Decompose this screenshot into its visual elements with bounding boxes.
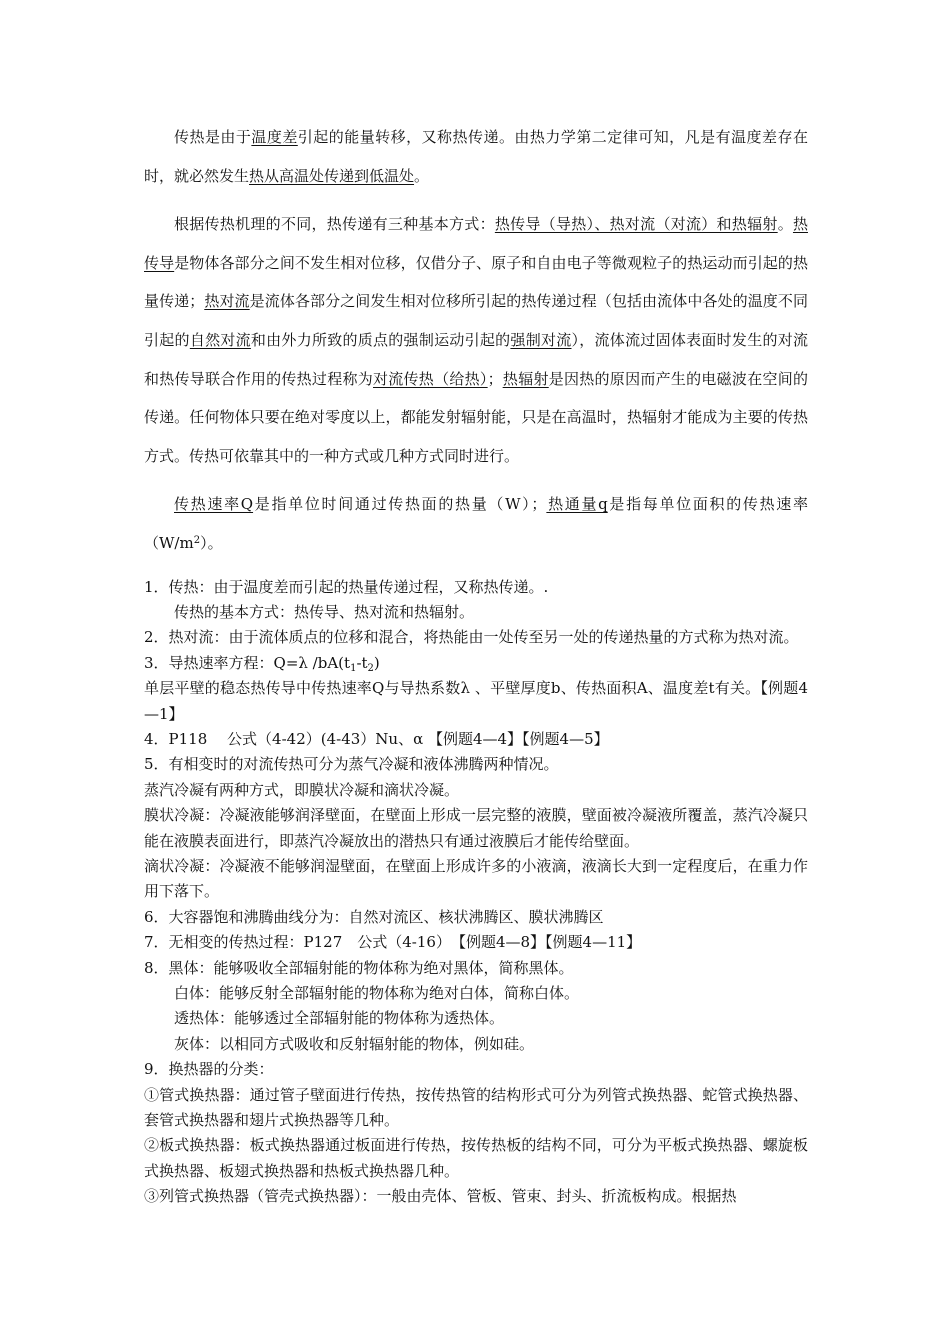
underlined-term: 强制对流 xyxy=(510,330,572,349)
formula-text: -t xyxy=(356,653,368,672)
summary-list xyxy=(144,575,808,1210)
text: 是因热的原因而产生的电磁波在空间的传递。任何物体只要在绝对零度以上，都能发射辐射能，只是在高温时，热辐射才能成为主要的传热方式。传热可依靠其中的一种方式或几种方式同时进行。 xyxy=(144,369,808,465)
text: ； xyxy=(487,369,503,388)
list-item-8-gray-body: 灰体：以相同方式吸收和反射辐射能的物体，例如硅。 xyxy=(174,1034,535,1053)
underlined-term: 热通量q xyxy=(546,495,608,514)
list-item-8: 8．黑体：能够吸收全部辐射能的物体称为绝对黑体，简称黑体。 xyxy=(144,958,574,977)
text: 。 xyxy=(777,215,793,234)
list-item-7: 7．无相变的传热过程：P127 公式（4-16） 【例题4—8】【例题4—11】 xyxy=(144,933,642,952)
list-item-3-detail: 单层平壁的稳态热传导中传热速率Q与导热系数λ 、平壁厚度b、传热面积A、温度差t有关。【例题4—1】 xyxy=(144,679,808,723)
subscript: 2 xyxy=(367,662,374,674)
list-item-9-shell-tube-exchanger: ③列管式换热器（管壳式换热器）：一般由壳体、管板、管束、封头、折流板构成。根据热 xyxy=(144,1187,737,1206)
underlined-term: 自然对流 xyxy=(189,330,251,349)
text: ）。 xyxy=(200,533,223,552)
list-item-4: 4．P118 公式（4-42）(4-43）Nu、α 【例题4—4】【例题4—5】 xyxy=(144,729,609,748)
text: 。 xyxy=(414,166,430,185)
list-item-3 xyxy=(144,651,808,676)
superscript: 2 xyxy=(193,534,201,546)
document-page xyxy=(144,118,808,1210)
list-item-1-detail: 传热的基本方式：热传导、热对流和热辐射。 xyxy=(174,602,475,621)
text: ），流体流过固体表面时发生的对流和热传导联合作用的传热过程称为 xyxy=(144,330,808,388)
underlined-term: 热从高温处传递到低温处 xyxy=(249,166,415,185)
list-item-5-detail: 蒸汽冷凝有两种方式，即膜状冷凝和滴状冷凝。 xyxy=(144,780,460,799)
list-item-5: 5．有相变时的对流传热可分为蒸气冷凝和液体沸腾两种情况。 xyxy=(144,755,559,774)
paragraph-heat-transfer-modes xyxy=(144,205,808,475)
list-item-9-plate-exchanger: ②板式换热器：板式换热器通过板面进行传热，按传热板的结构不同，可分为平板式换热器、螺旋板式换热器、板翅式换热器和热板式换热器几种。 xyxy=(144,1136,808,1180)
paragraph-heat-transfer-definition xyxy=(144,118,808,195)
underlined-term: 热对流 xyxy=(204,292,250,311)
list-item-8-white-body: 白体：能够反射全部辐射能的物体称为绝对白体，简称白体。 xyxy=(174,984,580,1003)
underlined-term: 对流传热（给热） xyxy=(373,369,488,388)
subscript: 1 xyxy=(350,662,357,674)
list-item-1: 1．传热：由于温度差而引起的热量传递过程，又称热传递。. xyxy=(144,577,549,596)
text: 是物体各部分之间不发生相对位移，仅借分子、原子和自由电子等微观粒子的热运动而引起的热量传递； xyxy=(144,253,808,311)
text: 和由外力所致的质点的强制运动引起的 xyxy=(250,330,511,349)
underlined-term: 热传导 xyxy=(144,215,808,272)
list-item-5-dropwise-condensation: 滴状冷凝：冷凝液不能够润湿壁面，在壁面上形成许多的小液滴，液滴长大到一定程度后，在重力作用下落下。 xyxy=(144,857,808,901)
list-item-6: 6．大容器饱和沸腾曲线分为：自然对流区、核状沸腾区、膜状沸腾区 xyxy=(144,907,604,926)
list-item-8-transparent-body: 透热体：能够透过全部辐射能的物体称为透热体。 xyxy=(174,1009,505,1028)
list-item-5-film-condensation: 膜状冷凝：冷凝液能够润泽壁面，在壁面上形成一层完整的液膜，壁面被冷凝液所覆盖，蒸汽冷凝只能在液膜表面进行，即蒸汽冷凝放出的潜热只有通过液膜后才能传给壁面。 xyxy=(144,806,808,850)
text: 是指每单位面积的传热速率（W/m xyxy=(144,495,808,552)
underlined-term: 温度差 xyxy=(251,128,298,146)
underlined-term: 传热速率Q xyxy=(174,495,254,514)
list-item-2: 2．热对流：由于流体质点的位移和混合，将热能由一处传至另一处的传递热量的方式称为热对流。 xyxy=(144,628,799,647)
text: 是流体各部分之间发生相对位移所引起的热传递过程（包括由流体中各处的温度不同引起的 xyxy=(144,292,808,349)
text: 是指单位时间通过传热面的热量（W）； xyxy=(253,495,547,514)
underlined-term: 热传导（导热）、热对流（对流）和热辐射 xyxy=(494,215,778,234)
text: 传热是由于 xyxy=(174,128,252,146)
formula-text: 3．导热速率方程：Q=λ /bA(t xyxy=(144,653,351,672)
underlined-term: 热辐射 xyxy=(502,369,549,388)
list-item-9-tube-exchanger: ①管式换热器：通过管子壁面进行传热，按传热管的结构形式可分为列管式换热器、蛇管式换热器、套管式换热器和翅片式换热器等几种。 xyxy=(144,1085,808,1130)
text: 根据传热机理的不同，热传递有三种基本方式： xyxy=(174,215,495,234)
paragraph-heat-rate xyxy=(144,485,808,562)
intro-section xyxy=(144,118,808,563)
formula-text: ) xyxy=(373,653,380,672)
text: 引起的能量转移，又称热传递。由热力学第二定律可知，凡是有温度差存在时，就必然发生 xyxy=(144,128,808,185)
list-item-9: 9．换热器的分类： xyxy=(144,1060,274,1079)
